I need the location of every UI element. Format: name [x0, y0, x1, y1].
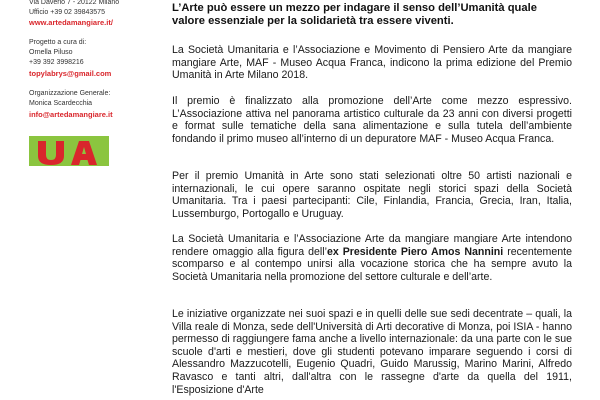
office-phone-text: Ufficio +39 02 39843575 — [29, 9, 105, 16]
intro-heading: L’Arte può essere un mezzo per indagare il senso dell’Umanità quale valore essenziale per la solidarietà tra essere viventi. — [172, 2, 537, 27]
paragraph-4 — [172, 233, 572, 283]
address-text: Via Daverio 7 - 20122 Milano — [29, 0, 120, 6]
project-phone: +39 392 3998216 — [29, 59, 84, 66]
project-person: Ornella Piluso — [29, 49, 73, 56]
project-email-link[interactable]: topylabrys@gmail.com — [29, 69, 112, 78]
org-email-link[interactable]: info@artedamangiare.it — [29, 110, 113, 119]
paragraph-5: Le iniziative organizzate nei suoi spazi e in quelli delle sue sedi decentrate – quali, la Villa reale di Monza, sede dell'Università di Arti decorative di Monza, poi ISIA - hanno permesso di raggiungere fama anche a livello internazionale: da una parte con le sue scuole d'arti e mestieri, dove gli studenti potevano imparare seguendo i corsi di Alessandro Mazzucotelli, Eugenio Quadri, Guido Marussig, Marino Marini, Alfredo Ravasco e tanti altri, dall'altra con le rassegne d'arte da quella del 1911, l'Esposizione d'Arte — [172, 308, 572, 396]
arte-da-mangiare-logo-icon — [29, 136, 109, 166]
paragraph-4-text-end: recentemente scomparso e al contempo unirsi alla vocazione storica che ha sempre avuto la Società Umanitaria nella promozione del settore culturale e dell’arte. — [172, 245, 572, 283]
org-label: Organizzazione Generale: — [29, 90, 111, 97]
website-link[interactable]: www.artedamangiare.it/ — [29, 18, 113, 27]
paragraph-4-text-start: La Società Umanitaria e l’Associazione Arte da mangiare mangiare Arte intendono rendere omaggio alla figura dell’ — [172, 233, 572, 258]
president-name: ex Presidente Piero Amos Nannini — [326, 245, 504, 258]
paragraph-2: Il premio è finalizzato alla promozione dell’Arte come mezzo espressivo. L’Associazione attiva nel panorama artistico culturale da 23 anni con diversi progetti e format sulle tematiche della sana alimentazione e sulla tutela dell’ambiente fondando il primo museo all’interno di un depuratore MAF - Museo Acqua Franca. — [172, 95, 572, 145]
paragraph-1: La Società Umanitaria e l’Associazione e Movimento di Pensiero Arte da mangiare mangiare Arte, MAF - Museo Acqua Franca, indicono la prima edizione del Premio Umanità in Arte Milano 2018. — [172, 44, 572, 82]
sidebar — [0, 0, 140, 400]
org-person: Monica Scardecchia — [29, 100, 93, 107]
project-label: Progetto a cura di: — [29, 39, 87, 46]
paragraph-3: Per il premio Umanità in Arte sono stati selezionati oltre 50 artisti nazionali e internazionali, le cui opere saranno ospitate negli storici spazi della Società Umanitaria. Tra i paesi partecipanti: Cile, Finlandia, Francia, Grecia, Iran, Italia, Lussemburgo, Portogallo e Uruguay. — [172, 170, 572, 220]
